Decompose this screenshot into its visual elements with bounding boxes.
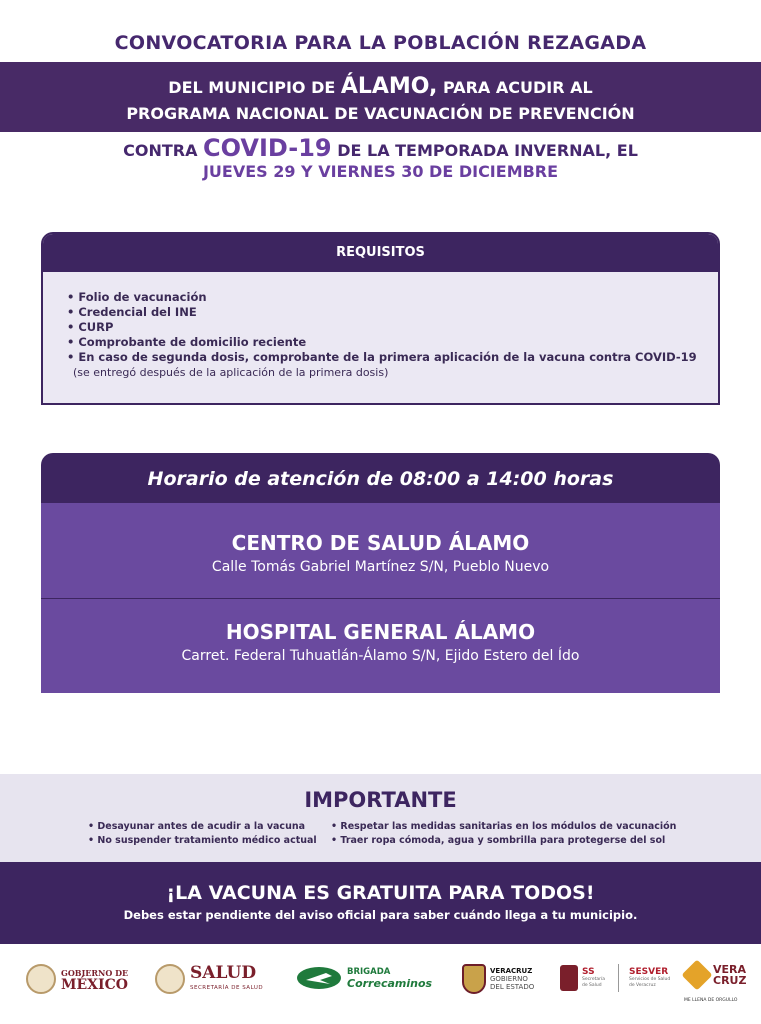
site-hospital-general [41, 598, 720, 693]
veracruz-shield-icon [462, 964, 486, 994]
salud-sublabel: SECRETARÍA DE SALUD [190, 984, 264, 991]
requirement-item: • Comprobante de domicilio reciente [67, 335, 718, 350]
site-address: Calle Tomás Gabriel Martínez S/N, Pueblo Nuevo [211, 559, 550, 575]
sesver-label: SESVER [629, 966, 669, 977]
title-line-1: CONVOCATORIA PARA LA POBLACIÓN REZAGADA [114, 32, 647, 54]
important-section [0, 774, 761, 862]
site-name: HOSPITAL GENERAL ÁLAMO [225, 620, 536, 644]
covid-highlight: COVID-19 [203, 134, 332, 162]
requirement-item: • Folio de vacunación [67, 290, 718, 305]
logo-gobierno-mexico [26, 964, 128, 994]
logo-strip [0, 958, 761, 1010]
schedule-box [41, 453, 720, 693]
site-centro-de-salud [41, 503, 720, 598]
free-vaccine-title: ¡LA VACUNA ES GRATUITA PARA TODOS! [166, 882, 595, 904]
logo-veracruz-gobierno [462, 964, 534, 994]
veracruz-gobierno: GOBIERNO [490, 975, 528, 983]
orgullo-tagline: ME LLENA DE ORGULLO [684, 998, 738, 1003]
title-line-4-post: DE LA TEMPORADA INVERNAL, EL [331, 141, 638, 160]
requirement-item: • En caso de segunda dosis, comprobante de la primera aplicación de la vacuna contra COVID-19 [67, 350, 718, 365]
requirements-list [43, 272, 718, 365]
title-line-2-pre: DEL MUNICIPIO DE [168, 78, 341, 97]
ss-label: SS [582, 966, 595, 977]
ss-shield-icon [560, 965, 578, 991]
schedule-hours: Horario de atención de 08:00 a 14:00 horas [41, 453, 720, 503]
important-title: IMPORTANTE [304, 788, 457, 812]
requirement-note: (se entregó después de la aplicación de la primera dosis) [73, 366, 389, 379]
requirements-title: REQUISITOS [43, 234, 718, 272]
veracruz-estado: DEL ESTADO [490, 983, 535, 991]
logo-divider [618, 964, 619, 992]
title-line-2-post: PARA ACUDIR AL [437, 78, 593, 97]
important-item: • Traer ropa cómoda, agua y sombrilla para protegerse del sol [331, 834, 676, 848]
important-list-right [331, 820, 676, 848]
title-band [0, 62, 761, 132]
eagle-seal-icon [26, 964, 56, 994]
logo-brigada-correcaminos [296, 964, 432, 992]
cruz-label: CRUZ [713, 974, 747, 987]
free-vaccine-banner [0, 862, 761, 944]
logo-ss-sesver [560, 964, 673, 992]
title-line-2 [0, 74, 761, 99]
logo-salud [155, 964, 263, 994]
requirement-item: • CURP [67, 320, 718, 335]
site-address: Carret. Federal Tuhuatlán-Álamo S/N, Ejido Estero del Ído [181, 648, 580, 664]
important-item: • No suspender tratamiento médico actual [88, 834, 317, 848]
correcaminos-label: Correcaminos [347, 977, 433, 990]
ss-sublabel: Secretaría de Salud [582, 976, 605, 988]
free-vaccine-subtitle: Debes estar pendiente del aviso oficial para saber cuándo llega a tu municipio. [123, 908, 638, 922]
important-list-left [88, 820, 317, 848]
requirements-box [41, 232, 720, 405]
salud-label: SALUD [190, 962, 257, 983]
event-dates: JUEVES 29 Y VIERNES 30 DE DICIEMBRE [202, 162, 559, 181]
important-item: • Respetar las medidas sanitarias en los módulos de vacunación [331, 820, 676, 834]
requirement-item: • Credencial del INE [67, 305, 718, 320]
title-line-4-pre: CONTRA [123, 141, 204, 160]
roadrunner-icon [296, 964, 342, 992]
vera-label: VERA [713, 963, 747, 976]
eagle-seal-icon [155, 964, 185, 994]
logo-veracruz-orgullo [686, 964, 746, 986]
title-line-4 [0, 134, 761, 162]
veracruz-star-icon [681, 959, 712, 990]
veracruz-label: VERACRUZ [490, 967, 533, 975]
gob-label-2: MÉXICO [61, 977, 128, 993]
important-item: • Desayunar antes de acudir a la vacuna [88, 820, 317, 834]
brigada-label: BRIGADA [347, 967, 391, 977]
title-line-3: PROGRAMA NACIONAL DE VACUNACIÓN DE PREVENCIÓN [126, 104, 635, 123]
municipality-name: ÁLAMO, [340, 74, 438, 99]
gob-label: GOBIERNO DE [61, 968, 129, 978]
sesver-sublabel: Servicios de Salud de Veracruz [629, 976, 671, 988]
site-name: CENTRO DE SALUD ÁLAMO [231, 531, 530, 555]
